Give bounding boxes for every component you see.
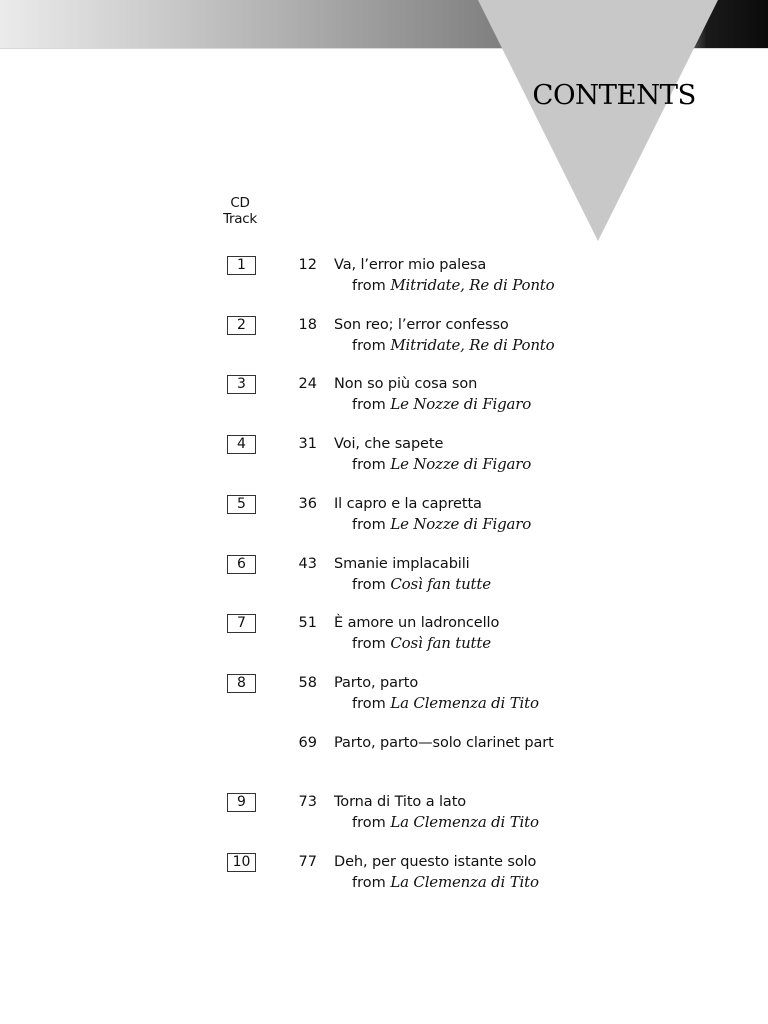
opera-title: La Clemenza di Tito: [390, 873, 539, 891]
cd-track-number-box: 3: [227, 375, 256, 394]
page-number: 24: [298, 376, 317, 393]
opera-title: La Clemenza di Tito: [390, 813, 539, 832]
page-number: 73: [298, 794, 317, 811]
cd-track-number-box: 6: [227, 555, 256, 574]
cd-track-number-box: 5: [227, 495, 256, 514]
page-number: 51: [298, 615, 317, 632]
aria-title: Parto, parto: [334, 674, 419, 691]
contents-entry[interactable]: [0, 495, 768, 544]
source-opera-line: [352, 514, 531, 535]
from-label: from: [352, 695, 386, 712]
aria-title: Il capro e la capretta: [334, 495, 482, 512]
contents-entry[interactable]: [0, 316, 768, 365]
contents-entry[interactable]: [0, 376, 768, 424]
opera-title: Così fan tutte: [390, 574, 491, 593]
source-opera-line: [352, 394, 531, 415]
gray-triangle: [478, 0, 718, 241]
from-label: from: [352, 457, 386, 474]
opera-title: Le Nozze di Figaro: [390, 455, 532, 474]
cd-header-line1: CD: [230, 195, 250, 211]
page-number: 36: [298, 495, 317, 512]
opera-title: Mitridate, Re di Ponto: [390, 276, 555, 294]
aria-title: Voi, che sapete: [334, 436, 444, 453]
source-opera-line: [352, 633, 491, 654]
cd-track-number-box: 4: [227, 435, 256, 454]
source-opera-line: [352, 872, 539, 893]
cd-track-number-box: 8: [227, 674, 256, 693]
contents-entry[interactable]: [0, 854, 768, 902]
opera-title: Mitridate, Re di Ponto: [390, 335, 555, 354]
aria-title: Deh, per questo istante solo: [334, 854, 537, 870]
cd-track-number-box: 7: [227, 614, 256, 633]
source-opera-line: [352, 454, 531, 475]
from-label: from: [352, 337, 386, 354]
cd-track-number-box: 10: [227, 853, 256, 872]
page-number: 69: [298, 734, 317, 751]
from-label: from: [352, 576, 386, 593]
from-label: from: [352, 636, 386, 653]
contents-entry[interactable]: [0, 555, 768, 604]
page-number: 31: [298, 436, 317, 453]
from-label: from: [352, 516, 386, 533]
source-opera-line: [352, 812, 539, 833]
source-opera-line: [352, 335, 554, 356]
aria-title: Parto, parto—solo clarinet part: [334, 734, 554, 751]
aria-title: Smanie implacabili: [334, 555, 470, 572]
contents-entry[interactable]: [0, 257, 768, 305]
page-number: 58: [298, 674, 317, 691]
contents-entry[interactable]: [0, 794, 768, 842]
cd-track-number-box: 1: [227, 256, 256, 275]
header-triangle-decoration: [0, 0, 768, 250]
from-label: from: [352, 815, 386, 832]
page-number: 18: [298, 316, 317, 333]
from-label: from: [352, 875, 386, 891]
contents-entry[interactable]: [0, 734, 768, 783]
page-number: 77: [298, 854, 317, 870]
source-opera-line: [352, 574, 491, 595]
cd-track-column-header: [212, 195, 268, 227]
opera-title: Le Nozze di Figaro: [390, 514, 532, 533]
cd-header-line2: Track: [223, 211, 257, 227]
opera-title: La Clemenza di Tito: [390, 693, 539, 712]
from-label: from: [352, 278, 386, 294]
aria-title: Va, l’error mio palesa: [334, 257, 487, 273]
source-opera-line: [352, 693, 539, 714]
aria-title: Non so più cosa son: [334, 376, 478, 393]
page-number: 43: [298, 555, 317, 572]
page-title: CONTENTS: [532, 80, 696, 111]
page-number: 12: [298, 257, 317, 273]
aria-title: Torna di Tito a lato: [334, 794, 467, 811]
opera-title: Così fan tutte: [390, 634, 491, 653]
from-label: from: [352, 397, 386, 414]
contents-entry[interactable]: [0, 436, 768, 484]
cd-track-number-box: 2: [227, 316, 256, 335]
contents-entry[interactable]: [0, 674, 768, 723]
opera-title: Le Nozze di Figaro: [390, 395, 532, 414]
aria-title: È amore un ladroncello: [334, 615, 500, 632]
contents-entry[interactable]: [0, 615, 768, 663]
cd-track-number-box: 9: [227, 793, 256, 812]
aria-title: Son reo; l’error confesso: [334, 316, 509, 333]
source-opera-line: [352, 275, 554, 296]
